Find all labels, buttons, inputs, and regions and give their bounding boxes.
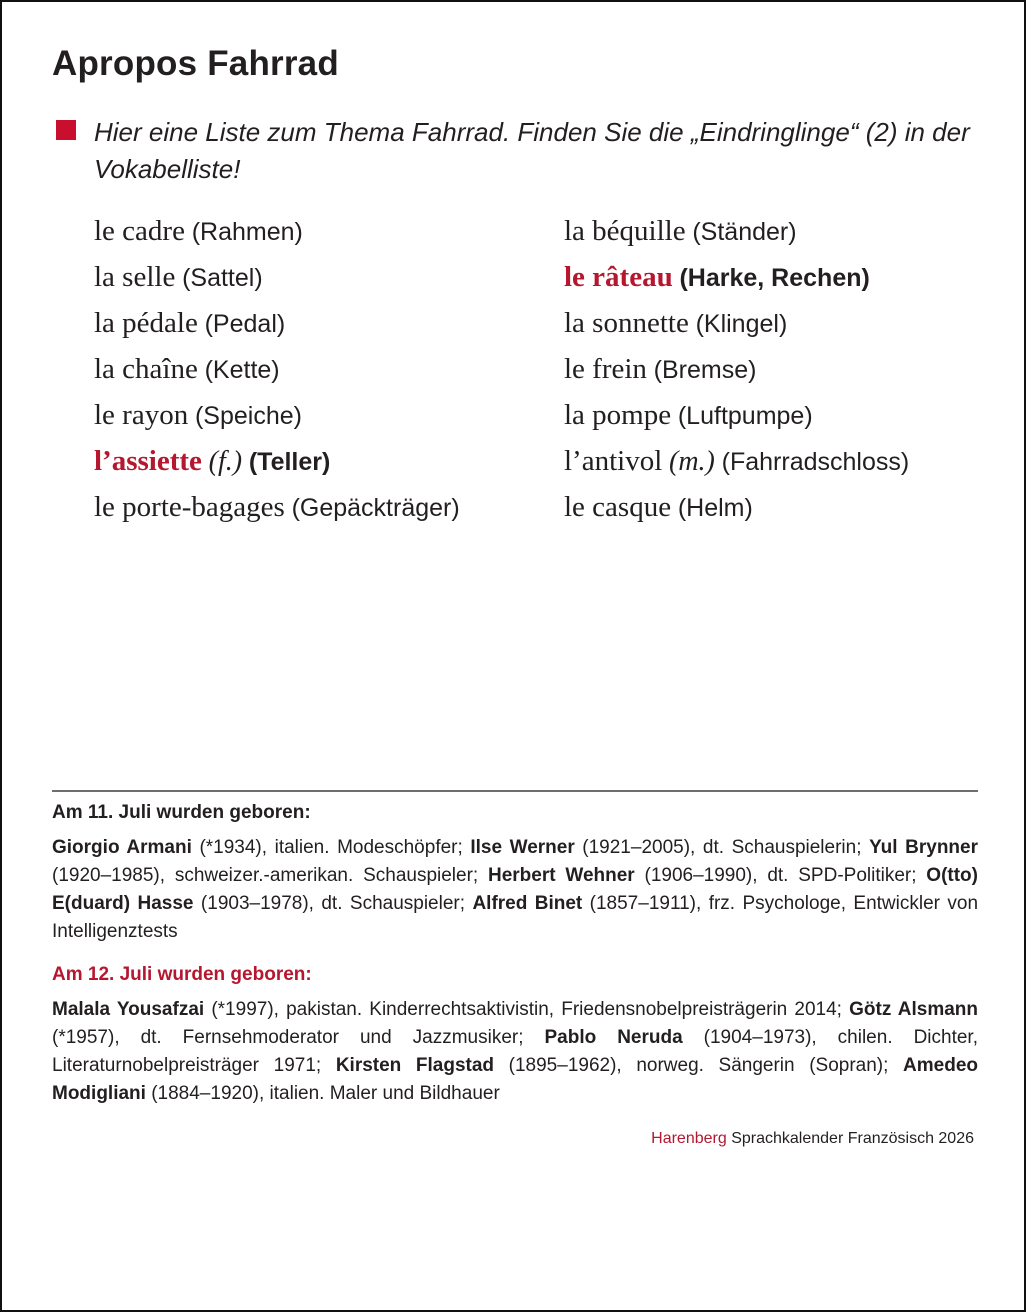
- french-term: le cadre: [94, 215, 185, 247]
- person-details: (1904–1973), chilen. Dichter, Literaturnobelpreisträger 1971;: [52, 1027, 978, 1076]
- vocab-item: [94, 300, 564, 346]
- vocab-item: [564, 300, 1004, 346]
- person-details: (*1997), pakistan. Kinderrechtsaktivistin, Friedensnobelpreisträgerin 2014;: [204, 999, 850, 1020]
- french-term: le porte-bagages: [94, 491, 285, 523]
- person-name: Pablo Neruda: [544, 1027, 683, 1048]
- german-translation: (Sattel): [182, 264, 263, 292]
- german-translation: (Helm): [677, 494, 753, 522]
- french-term: la selle: [94, 261, 176, 293]
- person-details: (*1934), italien. Modeschöpfer;: [191, 837, 471, 858]
- french-term: le casque: [564, 491, 672, 523]
- task-instruction: Hier eine Liste zum Thema Fahrrad. Finden Sie die „Eindringlinge“ (2) in der Vokabelliste!: [94, 117, 970, 184]
- person-name: Herbert Wehner: [488, 865, 635, 886]
- grammatical-gender: (m.): [669, 446, 715, 477]
- french-term: la sonnette: [564, 307, 689, 339]
- german-translation: (Fahrradschloss): [721, 448, 910, 476]
- grammatical-gender: (f.): [208, 446, 243, 477]
- person-name: Amedeo Modigliani: [52, 1055, 979, 1104]
- french-term: le frein: [564, 353, 647, 385]
- person-name: Yul Brynner: [869, 837, 978, 858]
- publisher-footer: [651, 1130, 974, 1148]
- vocab-item: [94, 254, 564, 300]
- german-translation: (Luftpumpe): [677, 402, 813, 430]
- french-term: la pompe: [564, 399, 672, 431]
- german-translation: (Ständer): [692, 218, 797, 246]
- person-name: Giorgio Armani: [52, 837, 192, 858]
- person-details: (1920–1985), schweizer.-amerikan. Schauspieler;: [52, 865, 488, 886]
- person-name: Alfred Binet: [472, 893, 583, 914]
- vocab-item: [564, 208, 1004, 254]
- french-term: le rayon: [94, 399, 189, 431]
- person-details: (1895–1962), norweg. Sängerin (Sopran);: [494, 1055, 904, 1076]
- french-term-intruder: le râteau: [564, 261, 673, 293]
- births-paragraph: [52, 834, 978, 946]
- german-translation: (Speiche): [194, 402, 302, 430]
- german-translation-intruder: (Teller): [248, 448, 331, 476]
- person-details: (1921–2005), dt. Schauspielerin;: [574, 837, 870, 858]
- publisher-brand: Harenberg: [651, 1130, 727, 1147]
- vocab-item: [94, 484, 564, 530]
- calendar-title: Sprachkalender Französisch 2026: [726, 1130, 974, 1147]
- vocab-item-intruder: [564, 254, 1004, 300]
- german-translation: (Bremse): [653, 356, 757, 384]
- person-details: (1884–1920), italien. Maler und Bildhauer: [145, 1083, 500, 1104]
- vocab-item: [94, 392, 564, 438]
- vocab-item: [564, 346, 1004, 392]
- births-heading: Am 11. Juli wurden geboren:: [52, 802, 311, 823]
- vocab-item: [564, 438, 1004, 484]
- french-term: la pédale: [94, 307, 198, 339]
- german-translation: (Kette): [204, 356, 280, 384]
- german-translation: (Pedal): [204, 310, 286, 338]
- person-name: Götz Alsmann: [849, 999, 979, 1020]
- person-name: Kirsten Flagstad: [335, 1055, 495, 1076]
- person-details: (1906–1990), dt. SPD-Politiker;: [634, 865, 927, 886]
- french-term-intruder: l’assiette: [94, 445, 202, 477]
- vocab-item-intruder: [94, 438, 564, 484]
- page-title: Apropos Fahrrad: [52, 44, 339, 83]
- vocabulary-column-left: [94, 208, 564, 530]
- german-translation: (Rahmen): [191, 218, 303, 246]
- births-july-12: [52, 964, 978, 1108]
- vocabulary-list: [94, 208, 984, 530]
- german-translation: (Klingel): [695, 310, 788, 338]
- vocab-item: [564, 392, 1004, 438]
- person-details: (*1957), dt. Fernsehmoderator und Jazzmusiker;: [52, 1027, 545, 1048]
- french-term: l’antivol: [564, 445, 663, 477]
- vocabulary-column-right: [564, 208, 1004, 530]
- french-term: la béquille: [564, 215, 686, 247]
- births-july-11: [52, 802, 978, 946]
- vocab-item: [94, 208, 564, 254]
- red-square-bullet-icon: [56, 120, 76, 140]
- section-divider: [52, 790, 978, 792]
- german-translation-intruder: (Harke, Rechen): [679, 264, 870, 292]
- births-paragraph: [52, 996, 978, 1108]
- german-translation: (Gepäckträger): [291, 494, 460, 522]
- vocab-item: [564, 484, 1004, 530]
- person-details: (1903–1978), dt. Schauspieler;: [193, 893, 473, 914]
- person-name: O(tto) E(duard) Hasse: [52, 865, 978, 914]
- person-name: Malala Yousafzai: [52, 999, 205, 1020]
- births-heading: Am 12. Juli wurden geboren:: [52, 964, 312, 985]
- person-details: (1857–1911), frz. Psychologe, Entwickler von Intelligenztests: [52, 893, 979, 942]
- vocab-item: [94, 346, 564, 392]
- french-term: la chaîne: [94, 353, 198, 385]
- person-name: Ilse Werner: [470, 837, 575, 858]
